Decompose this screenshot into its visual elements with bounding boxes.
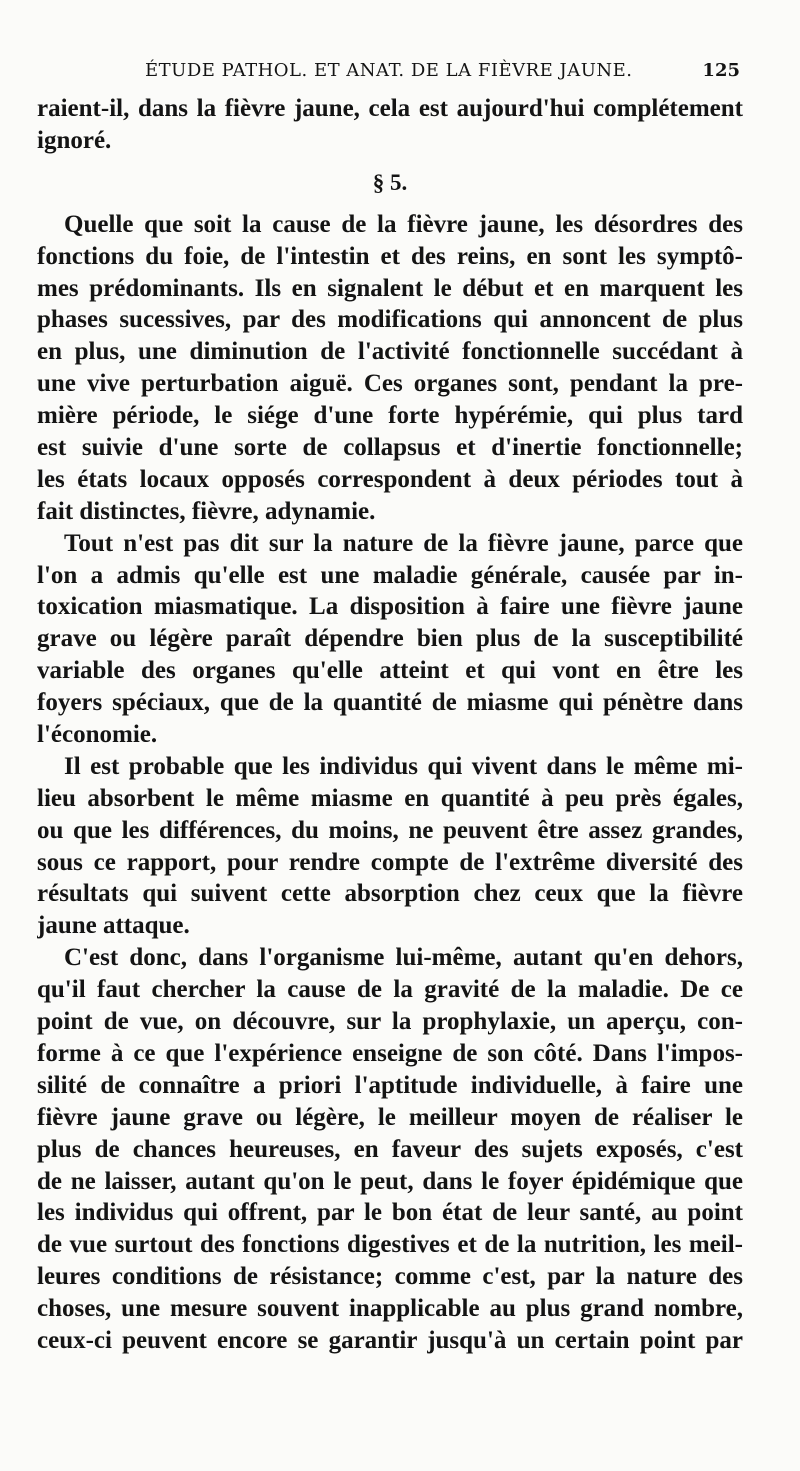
paragraph (37, 93, 743, 157)
paragraph (37, 751, 743, 942)
paragraph (37, 528, 743, 751)
running-title: ÉTUDE PATHOL. ET ANAT. DE LA FIÈVRE JAUNE. (145, 60, 633, 81)
text-line: choses, une mesure souvent inapplicable au plus grand nombre, (37, 1295, 743, 1323)
text-line: fièvre jaune grave ou légère, le meilleur moyen de réaliser le (37, 1103, 743, 1131)
text-line: phases sucessives, par des modifications qui annoncent de plus (37, 306, 743, 334)
text-line: forme à ce que l'expérience enseigne de son côté. Dans l'impos- (37, 1039, 743, 1067)
text-line: plus de chances heureuses, en faveur des sujets exposés, c'est (37, 1135, 743, 1163)
text-line: de ne laisser, autant qu'on le peut, dans le foyer épidémique que (37, 1167, 743, 1195)
text-line: fonctions du foie, de l'intestin et des reins, en sont les symptô- (37, 242, 743, 270)
text-line: lieu absorbent le même miasme en quantité à peu près égales, (37, 784, 743, 812)
text-line: ou que les différences, du moins, ne peuvent être assez grandes, (37, 816, 743, 844)
text-line: raient-il, dans la fièvre jaune, cela est aujourd'hui complétement (37, 95, 743, 122)
text-line: foyers spéciaux, que de la quantité de miasme qui pénètre dans (37, 689, 743, 717)
text-line: silité de connaître a priori l'aptitude individuelle, à faire une (37, 1071, 743, 1099)
body-text (37, 93, 743, 1357)
paragraph (37, 942, 743, 1357)
text-line: l'on a admis qu'elle est une maladie générale, causée par in- (37, 561, 743, 589)
text-line: jaune attaque. (37, 912, 190, 940)
text-line: les individus qui offrent, par le bon état de leur santé, au point (37, 1199, 743, 1227)
text-line: les états locaux opposés correspondent à deux périodes tout à (37, 465, 743, 493)
text-line: mes prédominants. Ils en signalent le début et en marquent les (37, 274, 743, 302)
text-line: variable des organes qu'elle atteint et qui vont en être les (37, 657, 743, 685)
text-line: point de vue, on découvre, sur la prophylaxie, un aperçu, con- (37, 1008, 743, 1036)
text-line: qu'il faut chercher la cause de la gravité de la maladie. De ce (37, 976, 743, 1004)
text-line: l'économie. (37, 721, 158, 749)
paragraph (37, 209, 743, 528)
text-line: en plus, une diminution de l'activité fonctionnelle succédant à (37, 338, 743, 366)
text-line: mière période, le siége d'une forte hypérémie, qui plus tard (37, 402, 743, 430)
text-line: grave ou légère paraît dépendre bien plus de la susceptibilité (37, 625, 743, 653)
text-line: de vue surtout des fonctions digestives et de la nutrition, les meil- (37, 1231, 743, 1259)
text-line: résultats qui suivent cette absorption chez ceux que la fièvre (37, 880, 743, 908)
text-line: ceux-ci peuvent encore se garantir jusqu'à un certain point par (37, 1326, 743, 1354)
text-line: fait distinctes, fièvre, adynamie. (37, 497, 376, 525)
section-heading: § 5. (372, 169, 408, 195)
page-number: 125 (702, 60, 740, 81)
text-line: Quelle que soit la cause de la fièvre jaune, les désordres des (64, 210, 743, 238)
text-line: est suivie d'une sorte de collapsus et d'inertie fonctionnelle; (37, 434, 743, 462)
text-line: Tout n'est pas dit sur la nature de la fièvre jaune, parce que (64, 529, 743, 557)
text-line: une vive perturbation aiguë. Ces organes sont, pendant la pre- (37, 370, 743, 398)
text-line: toxication miasmatique. La disposition à faire une fièvre jaune (37, 593, 743, 621)
text-line: Il est probable que les individus qui vivent dans le même mi- (64, 752, 743, 780)
text-line: ignoré. (37, 126, 112, 154)
text-line: sous ce rapport, pour rendre compte de l'extrême diversité des (37, 848, 743, 876)
text-line: leures conditions de résistance; comme c'est, par la nature des (37, 1263, 743, 1291)
text-line: C'est donc, dans l'organisme lui-même, autant qu'en dehors, (64, 944, 743, 972)
running-head (40, 60, 740, 86)
